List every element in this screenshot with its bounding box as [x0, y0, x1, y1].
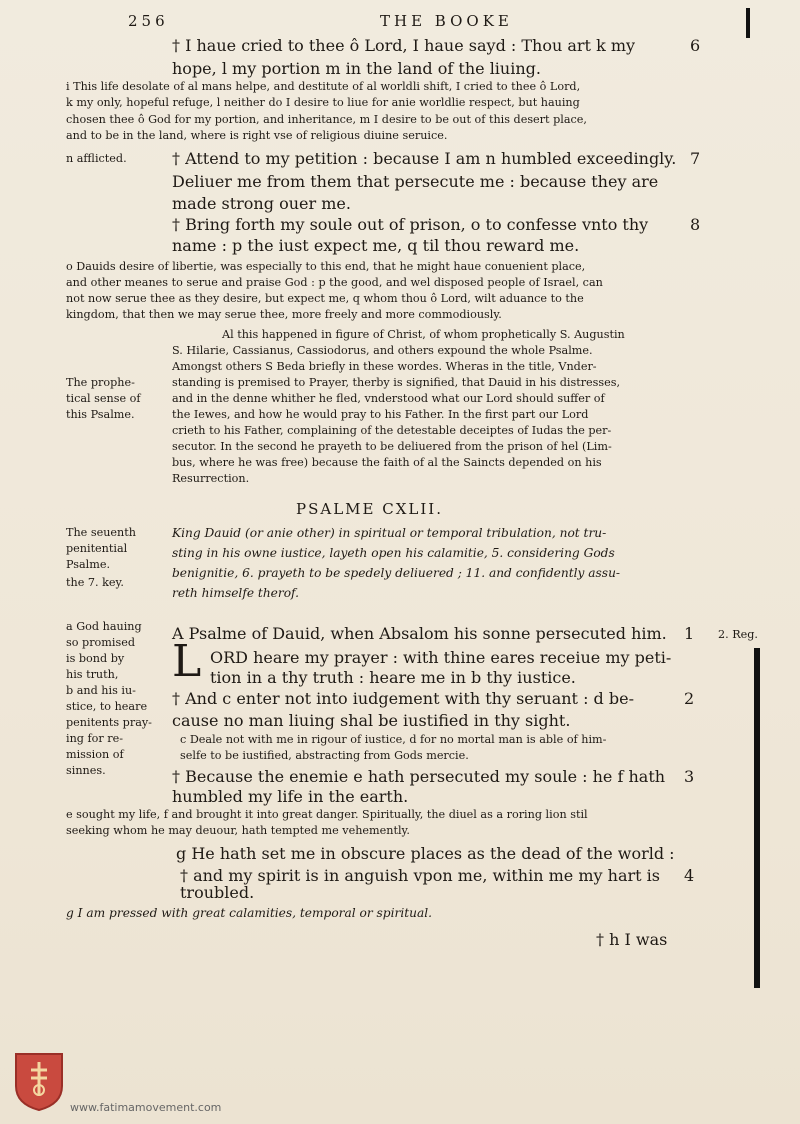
commentary-line: the Iewes, and how he would pray to his Father. In the first part our Lord	[172, 408, 589, 421]
psalm-title: PSALME CXLII.	[296, 500, 443, 518]
commentary-line: standing is premised to Prayer, therby is signified, that Dauid in his distresses,	[172, 376, 621, 389]
margin-note: the 7. key.	[66, 576, 124, 589]
verse-line: ORD heare my prayer : with thine eares receiue my peti-	[210, 648, 672, 667]
note-line: kingdom, that then we may serue thee, more freely and more commodiously.	[66, 308, 502, 321]
argument-line: sting in his owne iustice, layeth open his calamitie, 5. considering Gods	[172, 546, 615, 560]
note-line: k my only, hopeful refuge, l neither do I desire to liue for anie worldlie respect, but hauing	[66, 96, 580, 109]
note-line: seeking whom he may deuour, hath tempted me vehemently.	[66, 824, 410, 837]
margin-note: Psalme.	[66, 558, 111, 571]
margin-note: so promised	[66, 636, 135, 649]
note-line: not now serue thee as they desire, but expect me, q whom thou ô Lord, wilt aduance to the	[66, 292, 584, 305]
margin-note: The seuenth	[66, 526, 136, 539]
verse-number: 4	[684, 866, 695, 885]
verse-number: 1	[684, 624, 695, 643]
footer-url: www.fatimamovement.com	[70, 1101, 222, 1114]
verse-line: tion in a thy truth : heare me in b thy iustice.	[210, 668, 576, 687]
argument-line: King Dauid (or anie other) in spiritual or temporal tribulation, not tru-	[172, 526, 607, 540]
verse-line: humbled my life in the earth.	[172, 787, 409, 806]
margin-note: ing for re-	[66, 732, 124, 745]
commentary-line: Resurrection.	[172, 472, 250, 485]
margin-note: penitents pray-	[66, 716, 152, 729]
commentary-line: S. Hilarie, Cassianus, Cassiodorus, and others expound the whole Psalme.	[172, 344, 593, 357]
margin-rule-right	[754, 648, 760, 988]
catchword: † h I was	[596, 930, 668, 949]
margin-note: n afflicted.	[66, 152, 127, 165]
commentary-line: crieth to his Father, complaining of the detestable deceiptes of Iudas the per-	[172, 424, 612, 437]
verse-number: 2	[684, 689, 695, 708]
verse-line: Deliuer me from them that persecute me : because they are	[172, 172, 659, 191]
argument-line: benignitie, 6. prayeth to be spedely deliuered ; 11. and confidently assu-	[172, 566, 621, 580]
verse-line: g He hath set me in obscure places as the dead of the world :	[176, 844, 675, 863]
verse-line: name : p the iust expect me, q til thou reward me.	[172, 236, 580, 255]
margin-note: tical sense of	[66, 392, 141, 405]
note-line: i This life desolate of al mans helpe, and destitute of al worldli shift, I cried to thee ô Lord,	[66, 80, 581, 93]
margin-note: mission of	[66, 748, 124, 761]
margin-rule-top	[746, 8, 750, 38]
margin-note: b and his iu-	[66, 684, 136, 697]
note-line: c Deale not with me in rigour of iustice, d for no mortal man is able of him-	[180, 733, 607, 746]
margin-note: a God hauing	[66, 620, 142, 633]
fatima-seal-icon	[12, 1050, 66, 1112]
verse-line: hope, l my portion m in the land of the liuing.	[172, 59, 541, 78]
margin-note: is bond by	[66, 652, 125, 665]
verse-number: 8	[690, 215, 701, 234]
note-line: e sought my life, f and brought it into great danger. Spiritually, the diuel as a roring lion stil	[66, 808, 588, 821]
verse-line: † Because the enemie e hath persecuted my soule : he f hath	[172, 767, 666, 786]
margin-note: penitential	[66, 542, 128, 555]
commentary-line: secutor. In the second he prayeth to be deliuered from the prison of hel (Lim-	[172, 440, 612, 453]
note-line: g I am pressed with great calamities, temporal or spiritual.	[66, 906, 433, 920]
commentary-line: bus, where he was free) because the faith of al the Saincts depended on his	[172, 456, 602, 469]
page-number: 256	[128, 12, 169, 30]
verse-number: 7	[690, 149, 701, 168]
note-line: o Dauids desire of libertie, was especially to this end, that he might haue conuenient place,	[66, 260, 586, 273]
drop-cap: L	[172, 636, 202, 687]
margin-note: stice, to heare	[66, 700, 148, 713]
margin-note: sinnes.	[66, 764, 106, 777]
margin-note: this Psalme.	[66, 408, 135, 421]
verse-line: made strong ouer me.	[172, 194, 351, 213]
verse-line: † Bring forth my soule out of prison, o to confesse vnto thy	[172, 215, 649, 234]
verse-line: † and my spirit is in anguish vpon me, within me my hart is	[180, 866, 660, 885]
verse-line: cause no man liuing shal be iustified in thy sight.	[172, 711, 571, 730]
note-line: selfe to be iustified, abstracting from Gods mercie.	[180, 749, 469, 762]
note-line: and other meanes to serue and praise God : p the good, and wel disposed people of Israel, can	[66, 276, 603, 289]
verse-line: † I haue cried to thee ô Lord, I haue sayd : Thou art k my	[172, 36, 636, 55]
margin-note: The prophe-	[66, 376, 135, 389]
argument-line: reth himselfe therof.	[172, 586, 299, 600]
commentary-line: Al this happened in figure of Christ, of whom prophetically S. Augustin	[222, 328, 625, 341]
verse-number: 3	[684, 767, 695, 786]
commentary-line: and in the denne whither he fled, vnderstood what our Lord should suffer of	[172, 392, 605, 405]
margin-note: his truth,	[66, 668, 119, 681]
note-line: and to be in the land, where is right vse of religious diuine seruice.	[66, 129, 448, 142]
note-line: chosen thee ô God for my portion, and inheritance, m I desire to be out of this desert place,	[66, 113, 587, 126]
psalm-heading-line: A Psalme of Dauid, when Absalom his sonne persecuted him.	[172, 624, 667, 643]
verse-line: troubled.	[180, 883, 255, 902]
verse-number: 6	[690, 36, 701, 55]
running-head: THE BOOKE	[380, 12, 513, 30]
commentary-line: Amongst others S Beda briefly in these wordes. Wheras in the title, Vnder-	[172, 360, 597, 373]
cross-reference: 2. Reg.	[718, 628, 758, 641]
verse-line: † And c enter not into iudgement with thy seruant : d be-	[172, 689, 634, 708]
verse-line: † Attend to my petition : because I am n humbled exceedingly.	[172, 149, 677, 168]
